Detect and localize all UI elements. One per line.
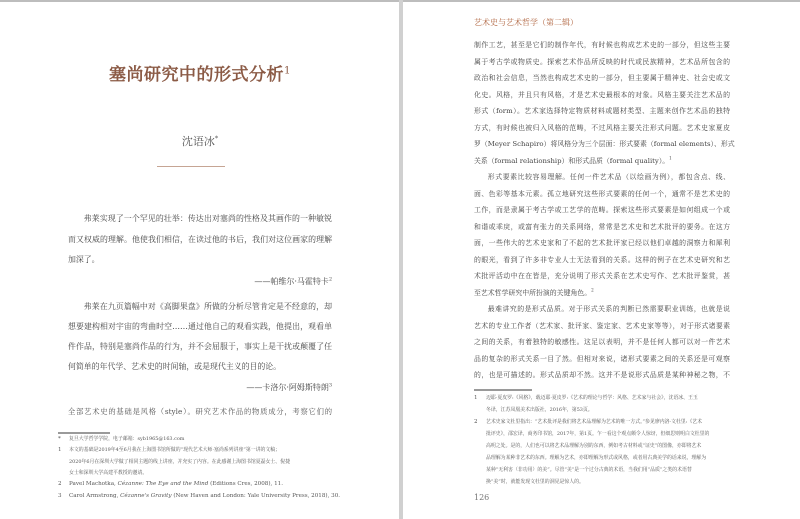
line-text: 工作，而是隶属于考古学或工艺学的范畴。探索这些形式要素是如何组成一个或 bbox=[474, 206, 730, 214]
line-text: 何简单的年代学、艺术史的时间轴，或是现代主义的目的论。 bbox=[68, 362, 282, 371]
text-line bbox=[474, 207, 730, 214]
text-line bbox=[474, 356, 730, 363]
text-line bbox=[474, 155, 730, 165]
text-line bbox=[474, 306, 730, 313]
line-text: 至艺术哲学研究中所扮演的关键角色。 bbox=[474, 288, 592, 297]
footnote-text: 迈耶·夏皮罗:《风格》，载迈耶·夏皮罗:《艺术的理论与哲学：风格、艺术家与社会》，沈语冰、王玉 bbox=[486, 395, 698, 401]
text-line bbox=[474, 224, 730, 231]
footnote-ref: 3 bbox=[328, 383, 332, 389]
footnote-ref: 1 bbox=[669, 155, 672, 161]
footnote-text: 本文的基础是2019年4至6月我在上海图书馆所做的“现代艺术大师·塞尚系列讲座”第一讲的文稿； bbox=[69, 447, 281, 454]
text-line bbox=[474, 75, 730, 82]
footnote-rest: (Editions Cres, 2008), 11. bbox=[208, 481, 283, 488]
text-line bbox=[474, 323, 730, 330]
line-text: 全部艺术史的基础是风格（style）。研究艺术作品的物质成分，考察它们的 bbox=[68, 407, 332, 416]
footnote-text: 某种“无利害（非功用）的美”。尽管“美”是一个过分古典的术语，当我们用“品质”之类的术语替 bbox=[486, 467, 692, 473]
footnote-text: 品理解为某种非艺术的东西。理解为艺术，亦即理解为形式或风格，或者用古典美学的话来说，理解为 bbox=[486, 455, 707, 461]
footnote-number: 1 bbox=[58, 447, 62, 454]
footnote-text: 2020年6月在深圳大学做了相同主题的线上讲座，并充实了内容。在此感谢上海图书馆夏磊女士、倪捷 bbox=[69, 458, 290, 465]
text-line bbox=[474, 108, 730, 115]
text-line bbox=[68, 303, 332, 311]
line-text: 弗莱实现了一个罕见的壮举：传达出对塞尚的性格及其画作的一种敏锐 bbox=[83, 214, 332, 223]
line-text: 面、色彩等基本元素。孤立地研究这些形式要素的任何一个，通常不是艺术史的 bbox=[474, 189, 730, 198]
text-line bbox=[474, 92, 730, 99]
text-line bbox=[68, 256, 332, 264]
line-text: 政治和社会信息，当然也构成艺术史的一部分，但主要属于精神史、社会史或文 bbox=[474, 74, 730, 82]
footnote-work: Cézanne's Gravity bbox=[120, 493, 172, 500]
text-line bbox=[474, 257, 730, 264]
line-text: 想要建构相对宇宙的弯曲时空……通过他自己的观看实践，他提出，观看单 bbox=[68, 322, 332, 331]
running-header: 艺术史与艺术哲学（第二辑） bbox=[474, 18, 578, 27]
footnote-text: 高明之处。是的，人们也可以将艺术品理解为别的东西，例如考古材料或“证史”的图像，亦即将艺术 bbox=[486, 443, 702, 449]
line-text: 而又权威的理解。他使我们相信，在读过他的书后，我们对这位画家的理解 bbox=[68, 235, 332, 244]
line-text: 属于考古学或物质史。探索艺术作品所反映的时代或民族精神，艺术品所包含的 bbox=[474, 57, 730, 66]
footnote-rest: (New Haven and London: Yale University Press, 2018), 30. bbox=[171, 493, 341, 500]
text-line bbox=[68, 236, 332, 244]
footnote-text: 冬译，江苏凤凰美术出版社，2016年，第53页。 bbox=[486, 407, 593, 413]
text-line bbox=[474, 240, 730, 247]
article-title bbox=[0, 60, 400, 85]
text-line bbox=[68, 215, 332, 223]
footnote-author: Pavel Machotka, bbox=[69, 481, 118, 488]
line-text: 最难讲究的是形式品质。对于形式关系的判断已然需要职业训练，也就是说 bbox=[487, 305, 730, 313]
text-line bbox=[474, 372, 730, 379]
author bbox=[0, 133, 400, 149]
footnote-divider bbox=[58, 432, 110, 434]
line-text: 和谐或乖戾，或富有张力的关系网络，常常是艺术史和艺术批评的要务。在这方 bbox=[474, 222, 730, 231]
line-text: 化史。风格，并且只有风格，才是艺术史最根本的对象。风格主要关注艺术品的 bbox=[474, 90, 730, 99]
footnote-ref: 1 bbox=[284, 65, 291, 77]
line-text: 制作工艺，甚至是它们的制作年代，有时候也构成艺术史的一部分，但这些主要 bbox=[474, 41, 730, 49]
footnote-text: 女士和深圳大学高建平教授的邀请。 bbox=[69, 469, 148, 476]
footnote-number: 1 bbox=[474, 395, 478, 401]
line-text: 件作品，特别是塞尚作品的行为，并不会屈服于，事实上是干扰或颠覆了任 bbox=[68, 342, 332, 351]
text-line bbox=[474, 42, 730, 49]
text-line bbox=[68, 323, 332, 331]
footnote-ref: * bbox=[214, 134, 219, 143]
footnote-work: Cézanne: The Eye and the Mind bbox=[117, 481, 209, 488]
article-title-text: 塞尚研究中的形式分析 bbox=[109, 65, 284, 85]
footnote-text bbox=[69, 482, 283, 488]
text-line bbox=[68, 363, 332, 371]
footnote-divider bbox=[474, 389, 532, 391]
text-line bbox=[474, 125, 730, 132]
footnote-number: 2 bbox=[474, 419, 478, 425]
footnote-ref: 2 bbox=[328, 277, 332, 283]
text-line bbox=[474, 339, 730, 346]
author-name: 沈语冰 bbox=[181, 135, 215, 148]
attribution-text: ——卡洛尔·阿姆斯特朗 bbox=[246, 383, 329, 392]
line-text: 术批评活动中在在皆是，充分说明了形式关系在艺术史写作、艺术批评鉴赏，甚 bbox=[474, 272, 730, 280]
footnote-text: 批评史》，邵宏译，商务印书馆，2017年，第1页。乍一看这个观点颇令人惊讶，但细思则明白文杜里的 bbox=[486, 431, 710, 437]
epigraph-attribution bbox=[254, 276, 332, 287]
page-number: 126 bbox=[474, 493, 490, 502]
author-divider bbox=[157, 166, 225, 167]
text-line bbox=[474, 273, 730, 280]
footnote-author: Carol Armstrong, bbox=[69, 493, 121, 500]
attribution-text: ——帕维尔·马霍特卡 bbox=[254, 277, 329, 286]
text-line bbox=[474, 174, 730, 181]
footnote-number: 2 bbox=[58, 481, 62, 488]
line-text: 形式（form）。艺术家选择特定物质材料或题材类型、主题来创作艺术品的独特 bbox=[474, 107, 730, 115]
line-text: 品的复杂的形式关系一目了然。但相对来说，诸形式要素之间的关系还是可观察 bbox=[474, 354, 730, 363]
text-line bbox=[68, 343, 332, 351]
footnote-ref: 2 bbox=[591, 287, 594, 293]
text-line bbox=[474, 191, 730, 198]
text-line bbox=[474, 140, 735, 148]
footnote-text: 换“美”时，就能发现文杜里的洞见是惊人的。 bbox=[486, 479, 584, 485]
line-text: 的眼光，看到了许多非专业人士无法看到的关系。这样的例子在艺术史研究和艺 bbox=[474, 255, 730, 264]
text-line bbox=[474, 287, 730, 297]
line-text: 关系（formal relationship）和形式品质（formal quality）。 bbox=[474, 156, 670, 165]
line-text: 的，也是可描述的。形式品质却不然。这并不是说形式品质是某种神秘之物，不 bbox=[474, 371, 730, 379]
footnote-text: 艺术史家文杜里指出：“艺术批评是我们将艺术品理解为艺术的唯一方式。”参见廖内洛·文杜里:《艺术 bbox=[486, 419, 703, 425]
line-text: 加深了。 bbox=[68, 255, 100, 264]
footnote-text: 复旦大学哲学学院，电子邮箱：syb1965@163.com bbox=[69, 436, 185, 442]
footnote-number: 3 bbox=[58, 493, 62, 500]
line-text: 罗（Meyer Schapiro）将风格分为三个层面：形式要素（formal elements）、形式 bbox=[474, 140, 735, 148]
text-line bbox=[68, 408, 332, 415]
line-text: 形式要素比较容易理解。任何一件艺术品（以绘画为例），都包含点、线、 bbox=[487, 173, 730, 181]
line-text: 艺术的专业工作者（艺术家、批评家、鉴定家、艺术史家等等），对于形式诸要素 bbox=[474, 321, 730, 330]
text-line bbox=[474, 59, 730, 66]
epigraph-attribution bbox=[246, 382, 332, 393]
footnote-text bbox=[69, 494, 340, 500]
line-text: 方式，有时候也被归入风格的范畴，不过风格主要关注形式问题。艺术史家夏皮 bbox=[474, 123, 730, 132]
footnote-number: * bbox=[58, 436, 61, 442]
line-text: 面，一些伟大的艺术史家和了不起的艺术批评家已经以他们卓越的洞察力和犀利 bbox=[474, 239, 730, 247]
line-text: 弗莱在九页篇幅中对《高脚果盘》所做的分析尽管肯定是不经意的，却 bbox=[83, 302, 332, 311]
line-text: 之间的关系，有着独特的敏感性。这足以表明，并不是任何人都可以对一件艺术 bbox=[474, 338, 730, 346]
